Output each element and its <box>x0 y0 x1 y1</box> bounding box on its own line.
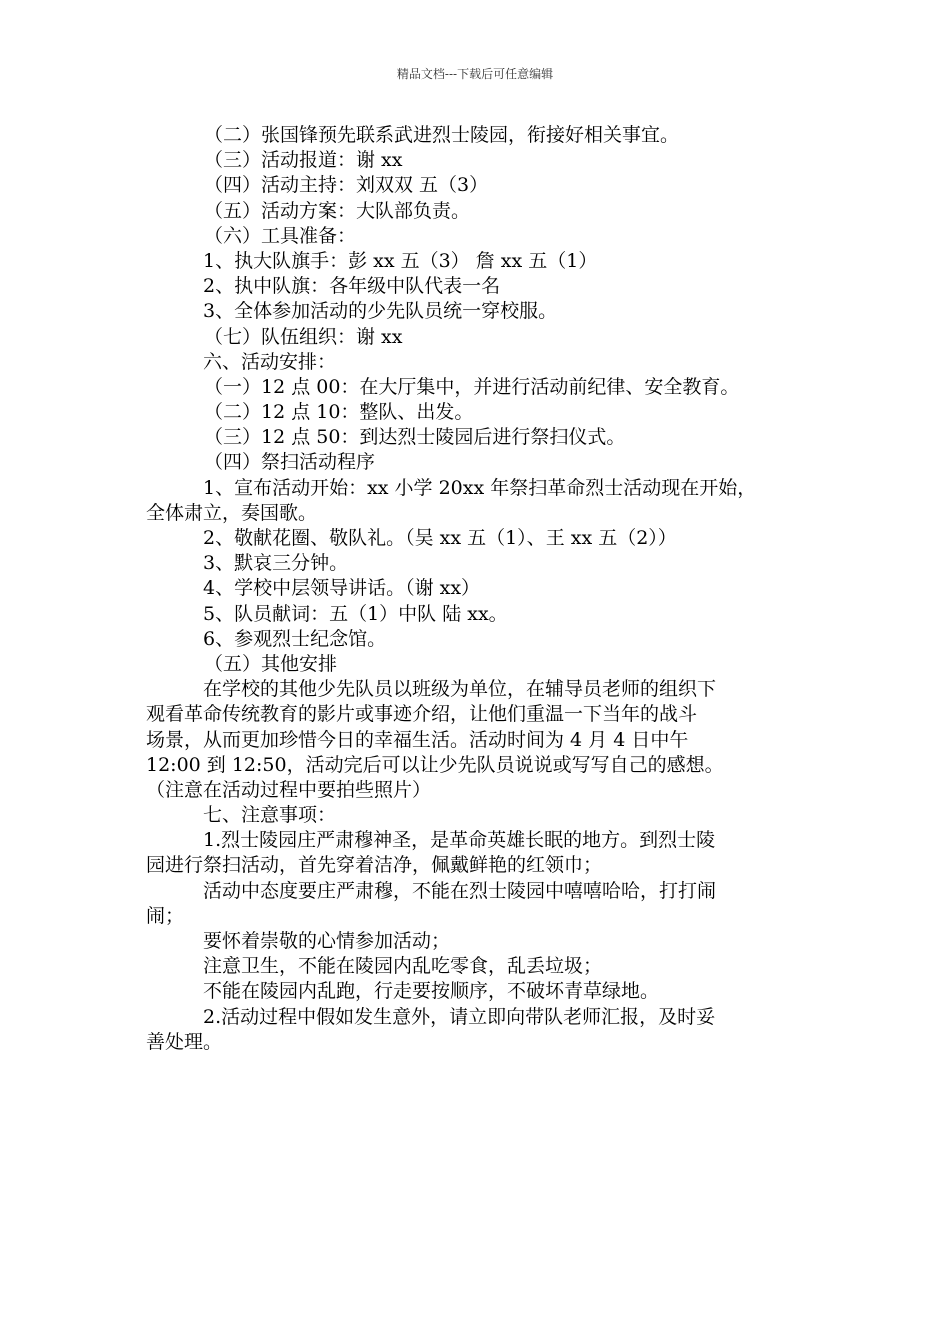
document-body <box>146 123 826 1055</box>
text-line: 5、队员献词：五（1）中队 陆 xx。 <box>203 602 508 625</box>
text-line: （七）队伍组织：谢 xx <box>204 325 403 348</box>
text-line: 六、活动安排： <box>203 350 337 373</box>
text-line: 要怀着崇敬的心情参加活动； <box>203 930 451 952</box>
text-line: 活动中态度要庄严肃穆，不能在烈士陵园中嘻嘻哈哈，打打闹 <box>203 879 717 902</box>
text-line: 2.活动过程中假如发生意外，请立即向带队老师汇报，及时妥 <box>203 1005 716 1028</box>
text-line: 1、执大队旗手：彭 xx 五（3） 詹 xx 五（1） <box>203 249 598 272</box>
text-line: 1.烈士陵园庄严肃穆神圣，是革命英雄长眠的地方。到烈士陵 <box>203 829 716 852</box>
text-line: （三）活动报道：谢 xx <box>204 149 403 172</box>
text-line: 1、宣布活动开始：xx 小学 20xx 年祭扫革命烈士活动现在开始， <box>203 476 757 499</box>
text-line: 注意卫生，不能在陵园内乱吃零食，乱丢垃圾； <box>203 955 603 978</box>
text-line: （三）12 点 50：到达烈士陵园后进行祭扫仪式。 <box>204 426 626 449</box>
text-line: 3、全体参加活动的少先队员统一穿校服。 <box>203 300 558 323</box>
text-line: （注意在活动过程中要拍些照片） <box>146 778 432 801</box>
text-line: 观看革命传统教育的影片或事迹介绍，让他们重温一下当年的战斗 <box>146 703 698 726</box>
text-line: 善处理。 <box>146 1030 223 1053</box>
text-line: （二）12 点 10：整队、出发。 <box>204 401 474 424</box>
text-line: 2、执中队旗：各年级中队代表一名 <box>203 275 501 298</box>
text-line: （二）张国锋预先联系武进烈士陵园，衔接好相关事宜。 <box>204 124 680 146</box>
text-line: 场景，从而更加珍惜今日的幸福生活。活动时间为 4 月 4 日中午 <box>146 728 689 751</box>
text-line: 3、默哀三分钟。 <box>203 552 349 575</box>
text-line: 在学校的其他少先队员以班级为单位，在辅导员老师的组织下 <box>203 678 717 701</box>
text-line: 不能在陵园内乱跑，行走要按顺序，不破坏青草绿地。 <box>203 980 660 1003</box>
text-line: 4、学校中层领导讲话。（谢 xx） <box>203 577 481 600</box>
text-line: （六）工具准备： <box>204 224 357 247</box>
text-line: 6、参观烈士纪念馆。 <box>203 627 387 650</box>
text-line: （一）12 点 00：在大厅集中，并进行活动前纪律、安全教育。 <box>204 375 740 398</box>
text-line: （五）活动方案：大队部负责。 <box>204 199 471 222</box>
text-line: （四）活动主持：刘双双 五（3） <box>204 174 489 197</box>
text-line: 园进行祭扫活动，首先穿着洁净，佩戴鲜艳的红领巾； <box>146 854 603 877</box>
text-line: 七、注意事项： <box>203 804 337 827</box>
page-header: 精品文档---下载后可任意编辑 <box>396 67 554 81</box>
text-line: 全体肃立，奏国歌。 <box>146 501 318 524</box>
text-line: 12:00 到 12:50，活动完后可以让少先队员说说或写写自己的感想。 <box>146 753 724 776</box>
text-line: （五）其他安排 <box>204 652 338 675</box>
text-line: 2、敬献花圈、敬队礼。（吴 xx 五（1）、王 xx 五（2）） <box>203 527 677 549</box>
text-line: 闹； <box>146 904 185 927</box>
text-line: （四）祭扫活动程序 <box>204 451 376 474</box>
